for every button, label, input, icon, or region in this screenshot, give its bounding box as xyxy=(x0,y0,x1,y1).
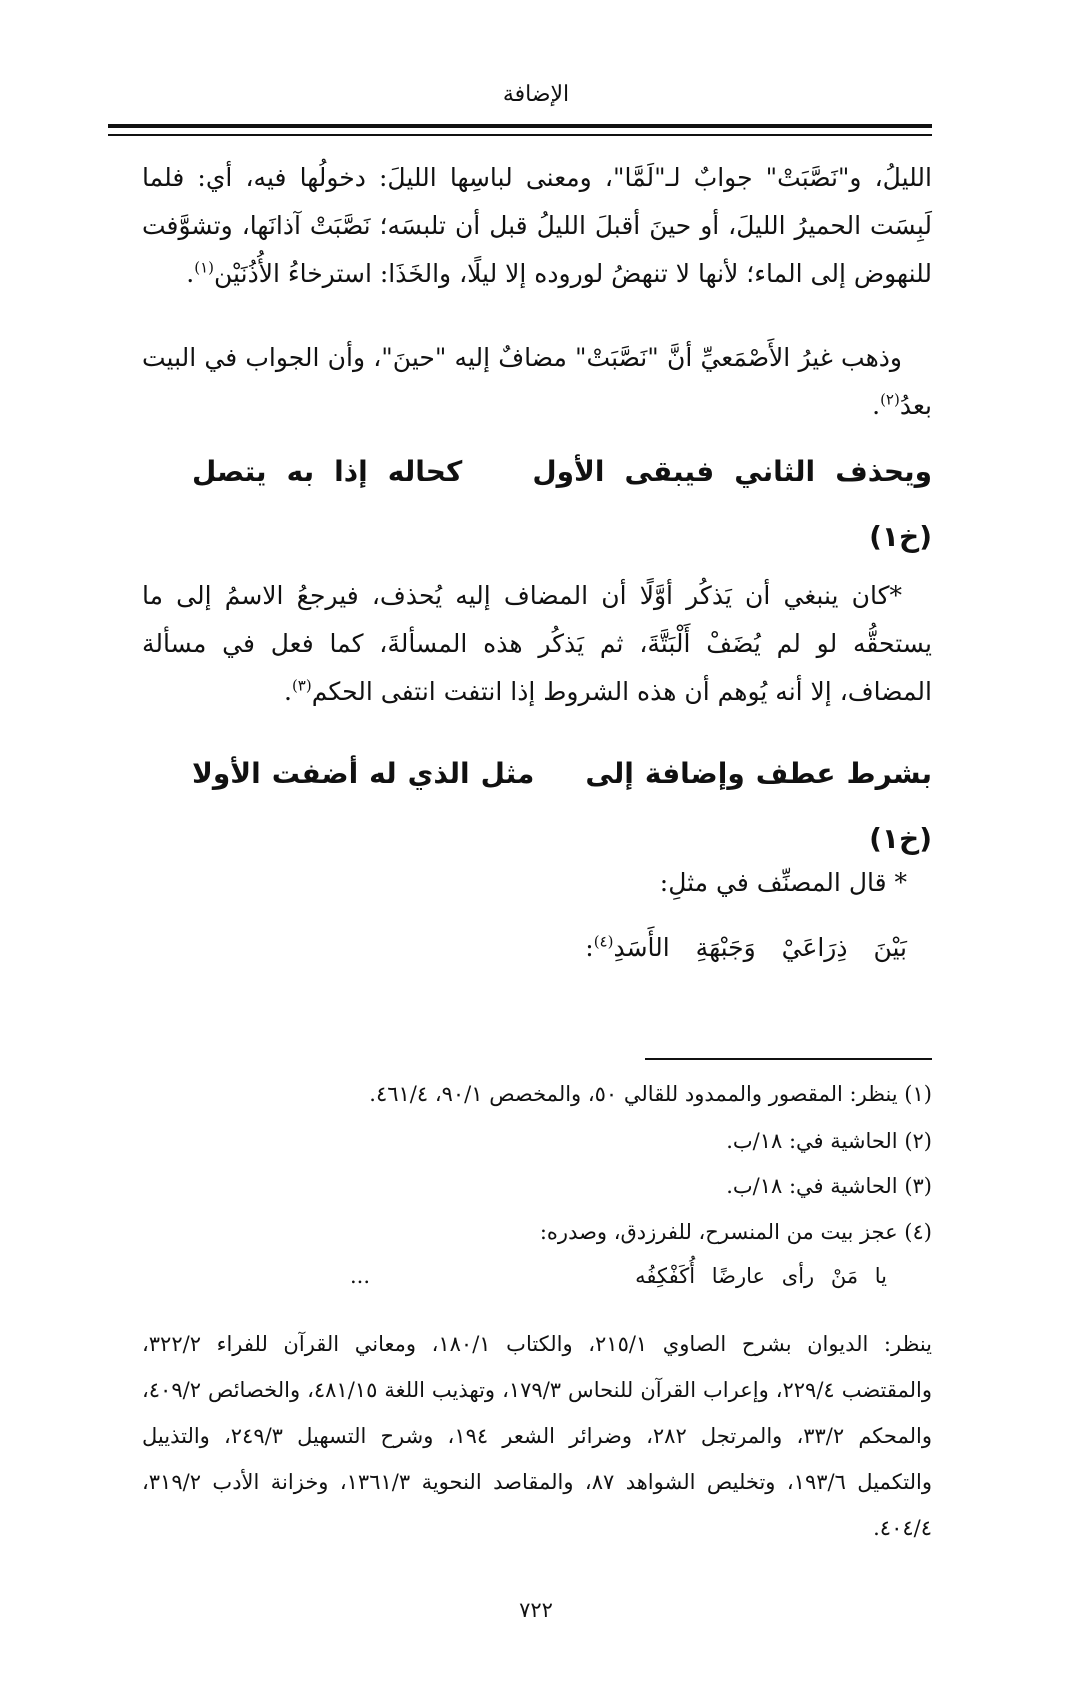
footnote-separator xyxy=(645,1058,932,1060)
quoted-verse xyxy=(585,933,907,962)
paragraph-commentary-1 xyxy=(142,154,932,298)
paragraph-commentary-2 xyxy=(142,334,932,430)
verse-tag-1: (خ١) xyxy=(869,520,932,553)
verse-word: الأول xyxy=(532,455,605,488)
paragraph-text: *كان ينبغي أن يَذكُر أوَّلًا أن المضاف إليه يُحذف، فيرجعُ الاسمُ إلى ما يستحقُّه لو لم يُضَفْ أَلْبَتَّةَ، ثم يَذكُر هذه المسألةَ، كما فعل في مسألة المضاف، إلا أنه يُوهم أن هذه الشروط إذا انتفت انتفى الحكم xyxy=(142,581,932,706)
footnote-4-ellipsis: ... xyxy=(350,1264,371,1288)
verse-word: كحاله xyxy=(387,455,463,488)
footnote-2: (٢) الحاشية في: ١٨/ب. xyxy=(726,1129,932,1153)
paragraph-text: الليلُ، و"نَصَّبَتْ" جوابٌ لـ"لَمَّا"، ومعنى لباسِها الليلَ: دخولُها فيه، أي: فلما لَبِسَت الحميرُ الليلَ، أو حينَ أقبلَ الليلُ قبل أن تلبسَه؛ نَصَّبَتْ آذانَها، وتشوَّفت للنهوض إلى الماء؛ لأنها لا تنهضُ لوروده إلا ليلًا، والخَذَا: استرخاءُ الأُذُنَيْن xyxy=(142,163,932,288)
quoted-verse-end: : xyxy=(585,933,594,962)
footnote-1: (١) ينظر: المقصور والممدود للقالي ٥٠، والمخصص ٩٠/١، ٤٦١/٤. xyxy=(369,1082,932,1106)
paragraph-commentary-3 xyxy=(142,572,932,716)
verse-word: له xyxy=(369,757,397,790)
verse-word: عطف xyxy=(755,757,836,790)
verse-word: يتصل xyxy=(192,455,267,488)
footnote-4-citations: ينظر: الديوان بشرح الصاوي ٢١٥/١، والكتاب ١٨٠/١، ومعاني القرآن للفراء ٣٢٢/٢، والمقتضب ٢٢٩/٤، وإعراب القرآن للنحاس ١٧٩/٣، وتهذيب اللغة ٤٨١/١٥، والخصائص ٤٠٩/٢، والمحكم ٣٣/٢، والمرتجل ٢٨٢، وضرائر الشعر ١٩٤، وشرح التسهيل ٢٤٩/٣، والتذييل والتكميل ١٩٣/٦، وتخليص الشواهد ٨٧، والمقاصد النحوية ١٣٦١/٣، وخزانة الأدب ٣١٩/٢، ٤٠٤/٤. xyxy=(142,1332,933,1540)
footnote-ref-1: (١) xyxy=(194,258,215,277)
verse-word: أضفت xyxy=(271,757,359,790)
verse-line-2 xyxy=(192,757,932,790)
verse-word: الذي xyxy=(407,757,470,790)
footnote-ref-3: (٣) xyxy=(291,676,312,695)
footnote-ref-2: (٢) xyxy=(880,390,900,409)
verse-word: بشرط xyxy=(846,757,932,790)
paragraph-end: . xyxy=(872,391,881,420)
verse-word: مثل xyxy=(480,757,535,790)
footnote-4: (٤) عجز بيت من المنسرح، للفرزدق، وصدره: xyxy=(539,1220,932,1244)
verse-word: فيبقى xyxy=(624,455,715,488)
verse-word: إلى xyxy=(585,757,634,790)
verse-word: به xyxy=(286,455,315,488)
header-rule-thin xyxy=(108,134,932,136)
paragraph-end: . xyxy=(283,677,292,706)
verse-word: إذا xyxy=(334,455,368,488)
verse-word: الأولا xyxy=(192,757,261,790)
paragraph-end: . xyxy=(186,259,195,288)
verse-tag-2: (خ١) xyxy=(869,822,932,855)
footnote-ref-4: (٤) xyxy=(593,932,614,951)
paragraph-commentary-4: * قال المصنِّف في مثلِ: xyxy=(659,868,907,897)
header-rule-thick xyxy=(108,124,932,128)
verse-word: وإضافة xyxy=(644,757,745,790)
page-number: ٧٢٢ xyxy=(519,1598,553,1622)
paragraph-text: وذهب غيرُ الأَصْمَعيِّ أنَّ "نَصَّبَتْ" مضافٌ إليه "حينَ"، وأن الجواب في البيت بعدُ xyxy=(142,343,932,420)
running-title: الإضافة xyxy=(502,82,570,107)
footnote-3: (٣) الحاشية في: ١٨/ب. xyxy=(726,1174,932,1198)
verse-line-1 xyxy=(192,455,932,488)
verse-word: ويحذف xyxy=(835,455,932,488)
verse-word: الثاني xyxy=(734,455,816,488)
footnote-4-verse: يا مَنْ رأى عارضًا أُكَفْكِفُه xyxy=(635,1264,887,1288)
quoted-verse-text: بَيْنَ ذِرَاعَيْ وَجَبْهَةِ الأَسَدِ xyxy=(613,933,907,962)
